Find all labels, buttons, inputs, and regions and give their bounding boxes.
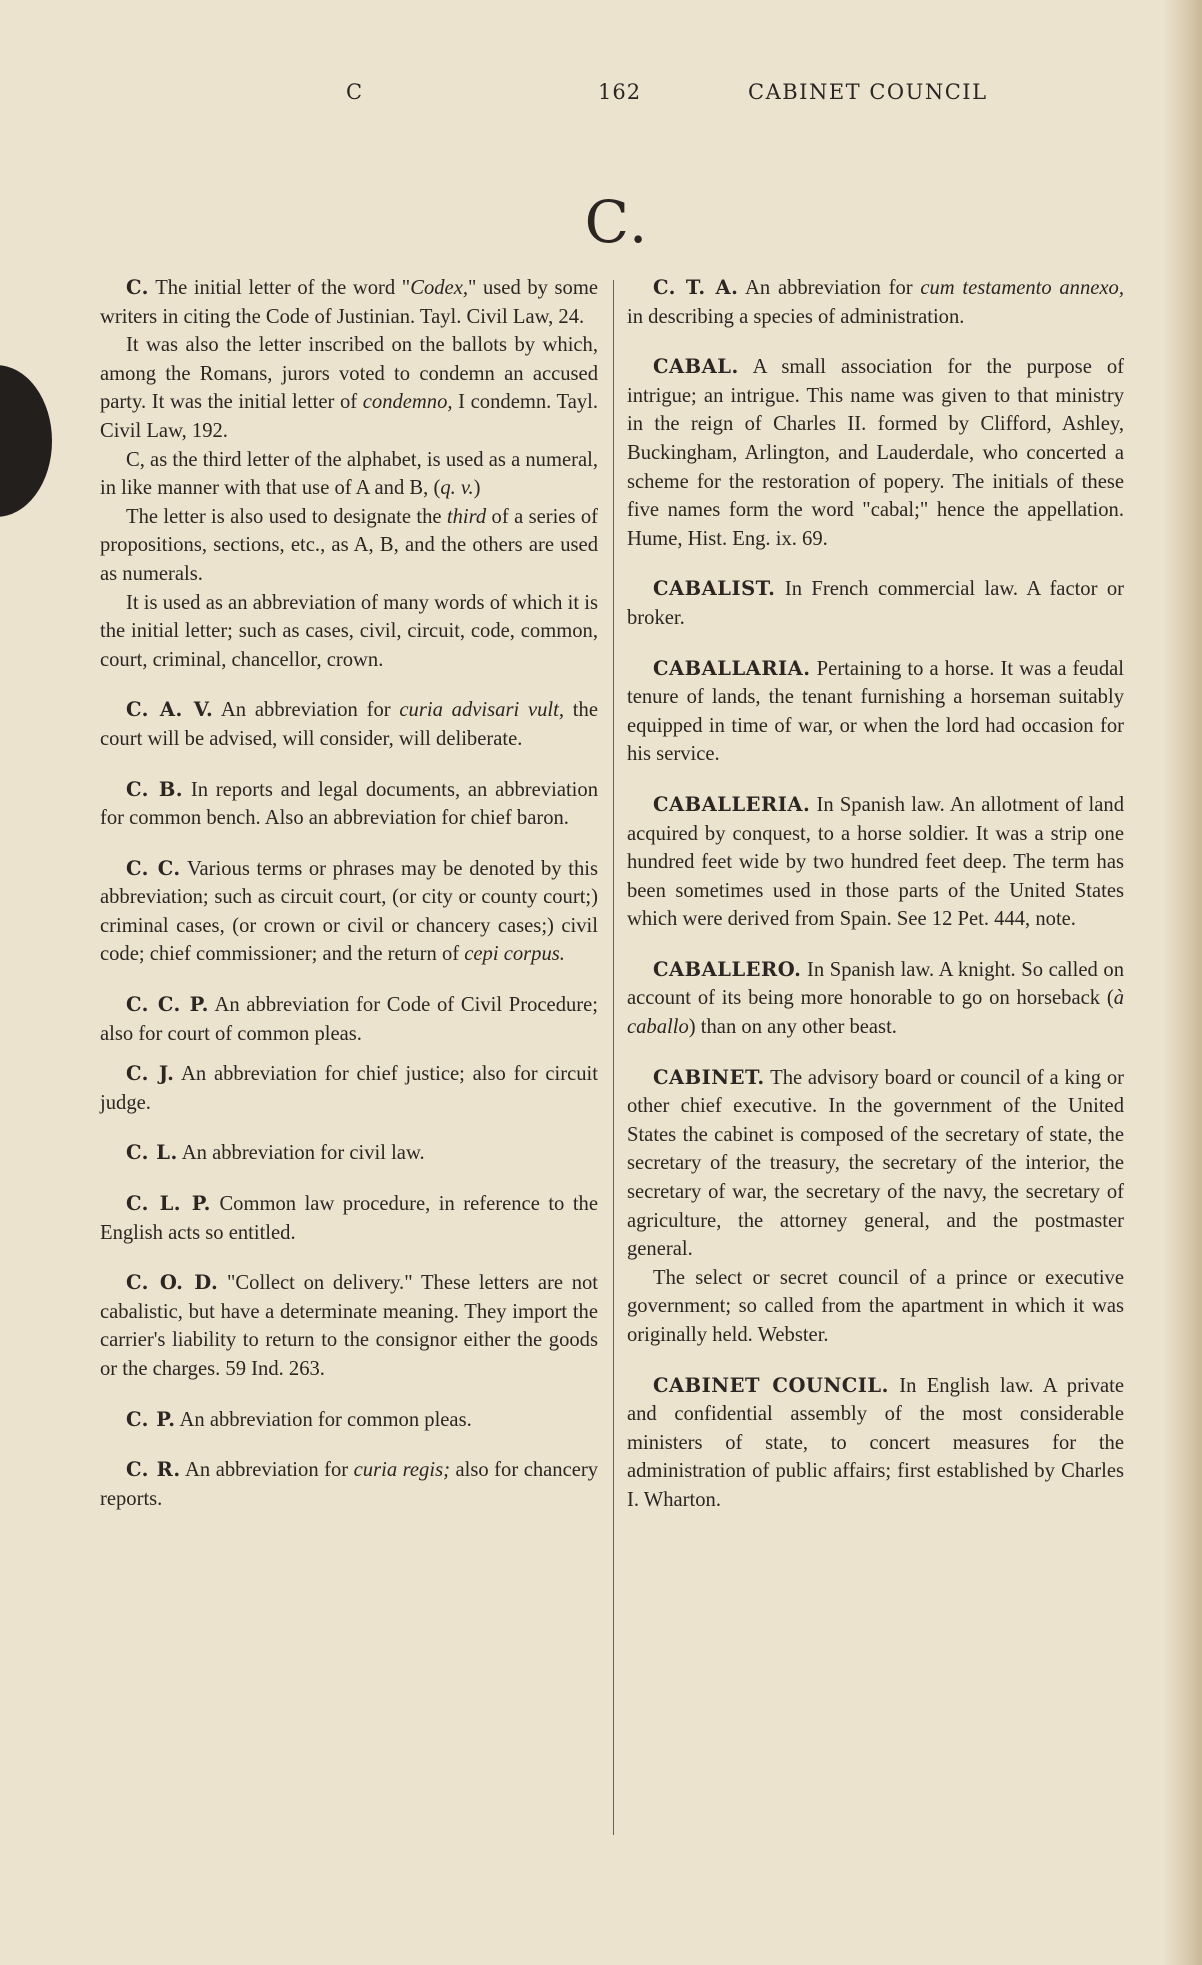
entry-paragraph <box>627 575 1124 632</box>
entry-headword: C. T. A. <box>653 276 739 299</box>
entry-paragraph <box>100 1190 598 1247</box>
text-run: Pertaining to a horse. It was a feudal tenure of lands, the tenant furnishing a horseman suitably equipped in time of war, or when the lord had occasion for his service. <box>627 657 1124 766</box>
text-run: also for chancery reports. <box>100 1459 598 1510</box>
page-edge-shadow <box>1162 0 1202 1965</box>
text-run: The advisory board or council of a king or other chief executive. In the government of the United States the cabinet is composed of the secretary of state, the secretary of the treasury, the secretary of the interior, the secretary of war, the secretary of the navy, the secretary of agriculture, the attorney general, and the postmaster general. <box>627 1066 1124 1261</box>
text-run: In French commercial law. A factor or broker. <box>627 578 1124 629</box>
entry-headword: CABALLARIA. <box>653 656 811 680</box>
entry-paragraph <box>100 1406 598 1435</box>
running-head <box>0 80 1202 110</box>
left-column <box>100 274 598 1535</box>
entry-continuation <box>100 446 598 503</box>
text-run: An abbreviation for <box>180 1459 354 1482</box>
text-run: An abbreviation for <box>213 699 400 722</box>
text-run: of a series of propositions, sections, etc., as A, B, and the others are used as numerals. <box>100 505 598 585</box>
text-run: An abbreviation for <box>738 277 921 299</box>
entry-headword: C. J. <box>126 1062 175 1086</box>
dictionary-entry <box>100 991 598 1048</box>
entry-paragraph <box>100 1456 598 1513</box>
entry-headword: C. A. V. <box>126 698 214 722</box>
italic-text: Codex, <box>410 277 468 299</box>
dictionary-entry <box>627 1372 1124 1515</box>
text-run: The letter is also used to designate the <box>126 505 447 528</box>
text-run: ) <box>473 477 481 500</box>
entry-paragraph <box>627 1372 1124 1515</box>
dictionary-entry <box>100 855 598 969</box>
entry-headword: C. <box>126 276 149 299</box>
dictionary-entry <box>100 1269 598 1383</box>
text-run: in describing a species of administration. <box>627 305 965 328</box>
dictionary-entry <box>627 1064 1124 1350</box>
page-number: 162 <box>598 80 642 104</box>
text-run: A small association for the purpose of intrigue; an intrigue. This name was given to that ministry in the reign of Charles II. formed by Clifford, Ashley, Buckingham, Arlington, and Lauderdale, who concerted a scheme for the restoration of popery. The initials of these five names form the word "cabal;" hence the appellation. Hume, Hist. Eng. ix. 69. <box>627 356 1124 550</box>
italic-text: third <box>446 505 487 528</box>
running-head-title: CABINET COUNCIL <box>748 80 988 104</box>
text-run: It is used as an abbreviation of many words of which it is the initial letter; such as cases, civil, circuit, code, common, court, criminal, chancellor, crown. <box>100 591 598 671</box>
text-run: Common law procedure, in reference to the English acts so entitled. <box>100 1193 598 1244</box>
text-run: In Spanish law. A knight. So called on account of its being more honorable to go on horseback ( <box>627 958 1124 1010</box>
entry-headword: CABALIST. <box>653 577 776 601</box>
entry-paragraph <box>100 855 598 969</box>
entry-headword: C. C. P. <box>126 993 209 1017</box>
italic-text: cepi corpus. <box>464 943 565 966</box>
entry-continuation <box>100 331 598 445</box>
entry-headword: CABINET. <box>653 1065 765 1089</box>
entry-paragraph <box>100 696 598 753</box>
text-run: An abbreviation for Code of Civil Procedure; also for court of common pleas. <box>100 994 599 1045</box>
text-run: An abbreviation for chief justice; also for circuit judge. <box>100 1063 598 1114</box>
italic-text: condemno, <box>362 391 453 414</box>
entry-headword: CABAL. <box>653 355 739 379</box>
entry-headword: C. L. <box>126 1141 178 1165</box>
text-run: ) than on any other beast. <box>688 1016 897 1039</box>
dictionary-entry <box>100 776 598 833</box>
section-letter: C. <box>584 188 650 256</box>
entry-headword: C. P. <box>126 1407 176 1431</box>
dictionary-entry <box>100 1406 598 1435</box>
entry-paragraph <box>627 956 1124 1042</box>
entry-headword: CABINET COUNCIL. <box>653 1373 889 1397</box>
entry-headword: C. B. <box>126 777 184 801</box>
dictionary-entry <box>627 655 1124 769</box>
entry-paragraph <box>100 1269 598 1383</box>
italic-text: cum testamento annexo, <box>920 277 1125 299</box>
entry-headword: CABALLERIA. <box>653 792 811 816</box>
entry-headword: C. O. D. <box>126 1271 219 1295</box>
dictionary-entry <box>100 274 598 674</box>
text-run: An abbreviation for common pleas. <box>175 1408 472 1431</box>
entry-paragraph <box>100 274 598 331</box>
italic-text: curia advisari vult, <box>399 699 565 722</box>
text-run: In English law. A private and confidential assembly of the most considerable ministers of state, to concert measures for the administration of public affairs; first established by Charles I. Wharton. <box>627 1374 1124 1511</box>
entry-paragraph <box>100 991 598 1048</box>
text-run: "Collect on delivery." These letters are not cabalistic, but have a determinate meaning. They import the carrier's liability to return to the consignor either the goods or the charges. 59 Ind. 263. <box>100 1272 599 1380</box>
dictionary-entry <box>627 956 1124 1042</box>
column-rule <box>613 280 614 1835</box>
dictionary-entry <box>627 353 1124 553</box>
text-run: The select or secret council of a prince or executive government; so called from the apartment in which it was originally held. Webster. <box>627 1266 1124 1346</box>
entry-headword: CABALLERO. <box>653 957 802 981</box>
text-run: " used by some writers in citing the Code of Justinian. Tayl. Civil Law, 24. <box>100 277 599 328</box>
entry-continuation <box>627 1264 1124 1350</box>
text-run: It was also the letter inscribed on the ballots by which, among the Romans, jurors voted to condemn an accused party. It was the initial letter of <box>100 334 598 414</box>
entry-continuation <box>100 589 598 675</box>
text-run: In reports and legal documents, an abbreviation for common bench. Also an abbreviation for chief baron. <box>100 778 599 830</box>
entry-paragraph <box>627 655 1124 769</box>
dictionary-entry <box>100 1190 598 1247</box>
entry-continuation <box>100 503 598 589</box>
text-run: The initial letter of the word " <box>148 277 411 299</box>
entry-paragraph <box>100 776 598 833</box>
ink-blot <box>0 365 52 517</box>
text-run: I condemn. Tayl. Civil Law, 192. <box>100 391 599 442</box>
dictionary-entry <box>100 1060 598 1117</box>
dictionary-entry <box>100 1456 598 1513</box>
entry-paragraph <box>627 1064 1124 1264</box>
text-run: An abbreviation for civil law. <box>177 1142 425 1165</box>
entry-headword: C. L. P. <box>126 1192 211 1216</box>
italic-text: à caballo <box>627 987 1124 1039</box>
dictionary-entry <box>100 696 598 753</box>
entry-paragraph <box>100 1060 598 1117</box>
italic-text: q. v. <box>440 477 474 500</box>
entry-paragraph <box>100 1139 598 1168</box>
right-column <box>627 274 1124 1537</box>
dictionary-entry <box>100 1139 598 1168</box>
dictionary-entry <box>627 274 1124 331</box>
text-run: the court will be advised, will consider, will deliberate. <box>100 699 598 750</box>
text-run: C, as the third letter of the alphabet, is used as a numeral, in like manner with that use of A and B, ( <box>100 448 598 500</box>
dictionary-entry <box>627 575 1124 632</box>
text-run: Various terms or phrases may be denoted by this abbreviation; such as circuit court, (or city or county court;) criminal cases, (or crown or civil or chancery cases;) civil code; chief commissioner; and the return of <box>100 857 598 966</box>
running-head-letter: C <box>346 80 364 104</box>
entry-headword: C. R. <box>126 1458 181 1482</box>
entry-paragraph <box>627 353 1124 553</box>
dictionary-entry <box>627 791 1124 934</box>
entry-paragraph <box>627 274 1124 331</box>
entry-headword: C. C. <box>126 856 181 880</box>
entry-paragraph <box>627 791 1124 934</box>
text-run: In Spanish law. An allotment of land acquired by conquest, to a horse soldier. It was a strip one hundred feet wide by two hundred feet deep. The term has been sometimes used in those parts of the United States which were derived from Spain. See 12 Pet. 444, note. <box>627 793 1124 931</box>
italic-text: curia regis; <box>353 1459 450 1482</box>
